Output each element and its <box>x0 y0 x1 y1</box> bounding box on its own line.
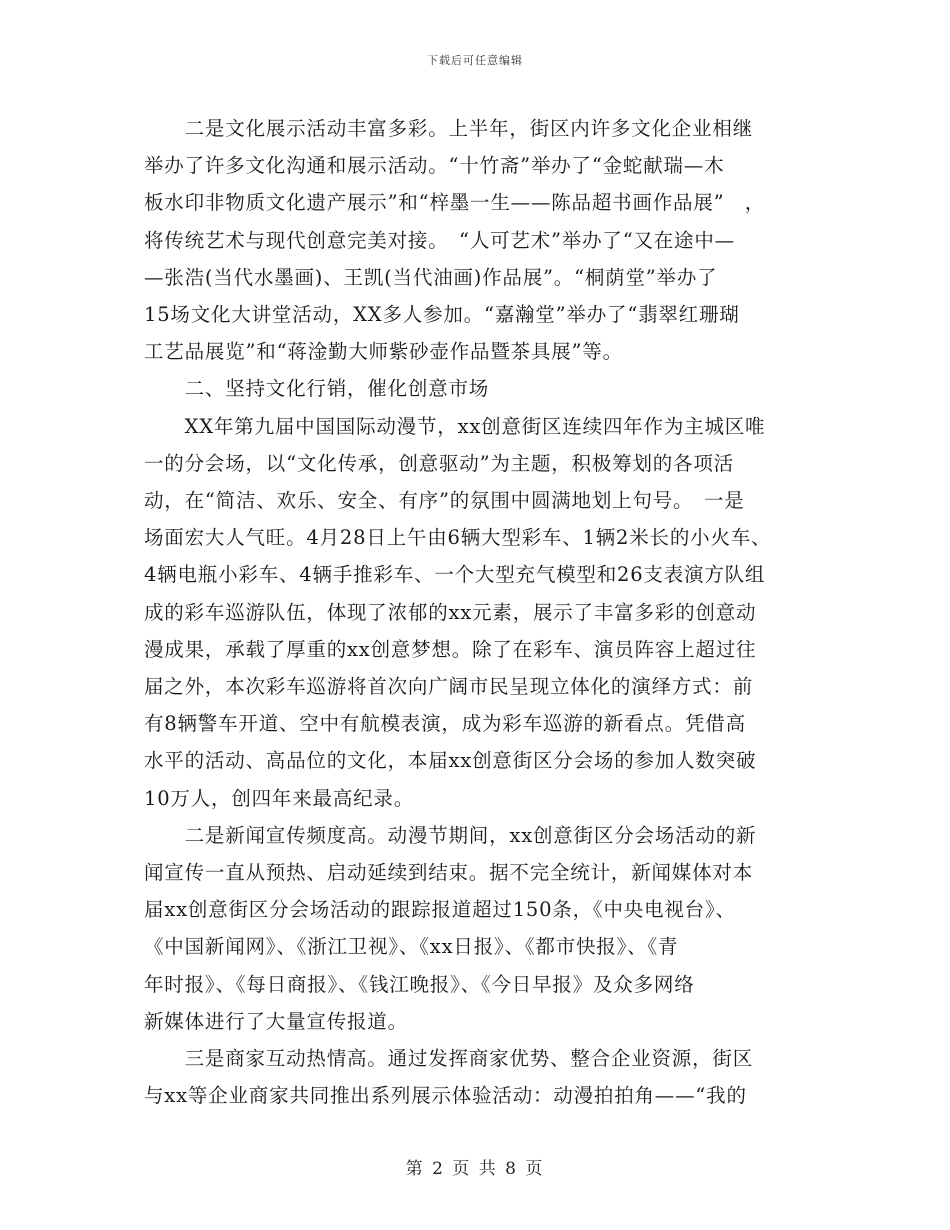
text-line: 新媒体进行了大量宣传报道。 <box>144 1009 408 1033</box>
paragraph-animation-festival <box>144 408 816 817</box>
text-line: 成的彩车巡游队伍，体现了浓郁的xx元素，展示了丰富多彩的创意动 <box>144 600 757 624</box>
text-line: 一的分会场，以“文化传承，创意驱动”为主题，积极筹划的各项活 <box>144 451 734 475</box>
text-line: 举办了许多文化沟通和展示活动。“十竹斋”举办了“金蛇献瑞—木 <box>144 154 725 178</box>
text-line: 与xx等企业商家共同推出系列展示体验活动：动漫拍拍角——“我的 <box>144 1084 747 1108</box>
text-line: 动，在“简洁、欢乐、安全、有序”的氛围中圆满地划上句号。 一是 <box>144 489 745 513</box>
page-number-footer: 第 2 页 共 8 页 <box>405 1159 545 1179</box>
text-line: 闻宣传一直从预热、启动延续到结束。据不完全统计，新闻媒体对本 <box>144 861 754 885</box>
paragraph-merchant-interaction <box>144 1040 816 1114</box>
text-line: 4辆电瓶小彩车、4辆手推彩车、一个大型充气模型和26支表演方队组 <box>144 563 766 587</box>
text-line: 二是文化展示活动丰富多彩。上半年，街区内许多文化企业相继 <box>144 117 754 140</box>
text-line: 板水印非物质文化遗产展示”和“梓墨一生——陈品超书画作品展” ， <box>144 191 766 215</box>
text-line: 有8辆警车开道、空中有航模表演，成为彩车巡游的新看点。凭借高 <box>144 712 746 736</box>
text-line: 二是新闻宣传频度高。动漫节期间，xx创意街区分会场活动的新 <box>144 823 757 847</box>
text-line: 工艺品展览”和“蒋淦勤大师紫砂壶作品暨茶具展”等。 <box>144 340 623 364</box>
section-heading <box>144 370 816 407</box>
text-line: 场面宏大人气旺。4月28日上午由6辆大型彩车、1辆2米长的小火车、 <box>144 526 772 550</box>
text-line: 将传统艺术与现代创意完美对接。 “人可艺术”举办了“又在途中— <box>144 228 735 252</box>
paragraph-news-coverage <box>144 817 816 1040</box>
page-header-note: 下载后可任意编辑 <box>427 54 523 67</box>
text-line: 水平的活动、高品位的文化，本届xx创意街区分会场的参加人数突破 <box>144 749 757 773</box>
text-line: 15场文化大讲堂活动，XX多人参加。“嘉瀚堂”举办了“翡翠红珊瑚 <box>144 303 740 327</box>
text-line: 届xx创意街区分会场活动的跟踪报道超过150条，《中央电视台》、 <box>144 898 736 922</box>
document-body <box>144 110 816 1114</box>
text-line: 三是商家互动热情高。通过发挥商家优势、整合企业资源，街区 <box>144 1047 754 1071</box>
text-line: 年时报》、《每日商报》、《钱江晚报》、《今日早报》及众多网络 <box>144 972 695 996</box>
heading-line: 二、坚持文化行销，催化创意市场 <box>144 377 490 401</box>
text-line: 《中国新闻网》、《浙江卫视》、《xx日报》、《都市快报》、《青 <box>144 935 679 959</box>
text-line: 漫成果，承载了厚重的xx创意梦想。除了在彩车、演员阵容上超过往 <box>144 637 757 661</box>
text-line: 届之外，本次彩车巡游将首次向广阔市民呈现立体化的演绎方式：前 <box>144 675 754 699</box>
text-line: XX年第九届中国国际动漫节，xx创意街区连续四年作为主城区唯 <box>144 414 766 438</box>
text-line: 10万人，创四年来最高纪录。 <box>144 786 415 810</box>
text-line: —张浩(当代水墨画)、王凯(当代油画)作品展”。“桐荫堂”举办了 <box>144 265 718 289</box>
paragraph-culture-exhibitions <box>144 110 816 370</box>
